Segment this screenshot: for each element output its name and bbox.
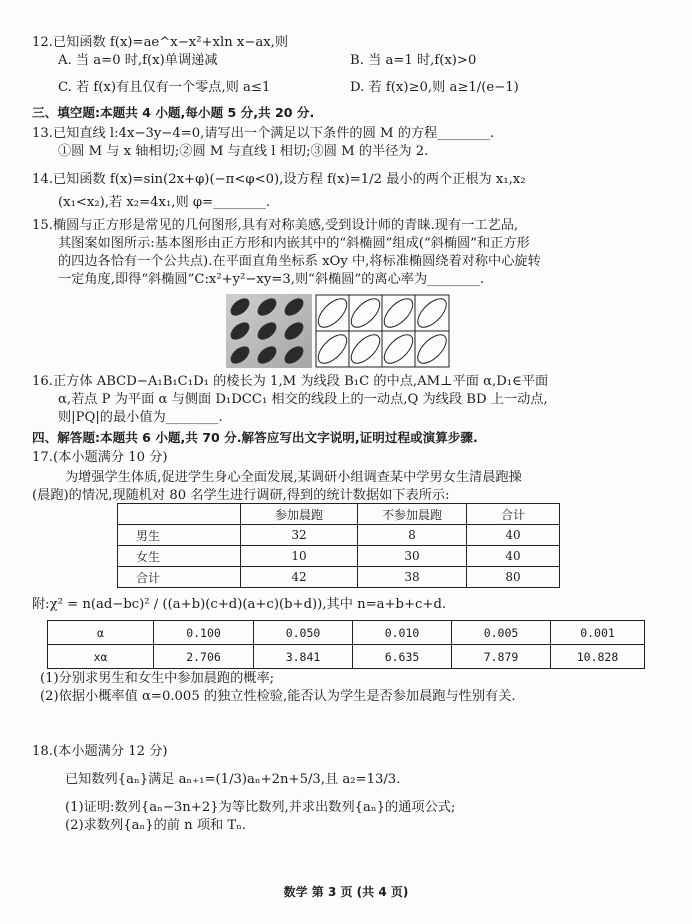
- q14-line2: (x₁<x₂),若 x₂=4x₁,则 φ=________.: [58, 195, 271, 210]
- q12-stem: 12.已知函数 f(x)=ae^x−x²+xln x−ax,则: [32, 35, 289, 50]
- table-row: [118, 546, 560, 567]
- q18-part1: (1)证明:数列{aₙ−3n+2}为等比数列,并求出数列{aₙ}的通项公式;: [65, 800, 456, 815]
- q18-stem: 已知数列{aₙ}满足 aₙ₊₁=(1/3)aₙ+2n+5/3,且 a₂=13/3.: [65, 772, 401, 787]
- table-header-row: [118, 504, 560, 525]
- photo-ellipses: [227, 295, 306, 367]
- table-row: [48, 645, 645, 669]
- q16-line1: 16.正方体 ABCD−A₁B₁C₁D₁ 的棱长为 1,M 为线段 B₁C 的中点,AM⊥平面 α,D₁∈平面: [32, 374, 549, 389]
- table-cell: 10.828: [551, 645, 645, 669]
- table-cell: 不参加晨跑: [358, 504, 467, 525]
- table-cell: 10: [241, 546, 358, 567]
- slanted-ellipse-figure: [226, 294, 450, 368]
- q15-line4: 一定角度,即得“斜椭圆”C:x²+y²−xy=3,则“斜椭圆”的离心率为________.: [58, 272, 485, 287]
- q12-option-b: B. 当 a=1 时,f(x)>0: [350, 53, 477, 68]
- q17-part1: (1)分别求男生和女生中参加晨跑的概率;: [40, 671, 275, 686]
- table-cell: 42: [241, 567, 358, 588]
- table-row: [118, 525, 560, 546]
- table-cell: 7.879: [452, 645, 551, 669]
- q18-part2: (2)求数列{aₙ}的前 n 项和 Tₙ.: [65, 818, 247, 833]
- table-cell: 合计: [118, 567, 241, 588]
- table-cell: 0.100: [154, 621, 254, 645]
- critical-value-table: [47, 620, 645, 669]
- table-row: [48, 621, 645, 645]
- table-row: [118, 567, 560, 588]
- page-footer: 数学 第 3 页 (共 4 页): [283, 885, 409, 899]
- q16-line3: 则|PQ|的最小值为________.: [58, 410, 223, 425]
- line-drawing-grid: [313, 294, 450, 368]
- table-cell: 8: [358, 525, 467, 546]
- q14-line1: 14.已知函数 f(x)=sin(2x+φ)(−π<φ<0),设方程 f(x)=1/2 最小的两个正根为 x₁,x₂: [32, 172, 526, 187]
- q13-line1: 13.已知直线 l:4x−3y−4=0,请写出一个满足以下条件的圆 M 的方程________.: [32, 126, 495, 141]
- q16-line2: α,若点 P 为平面 α 与侧面 D₁DCC₁ 相交的线段上的一动点,Q 为线段 BD 上一动点,: [58, 392, 548, 407]
- table-cell: 0.005: [452, 621, 551, 645]
- table-cell: xα: [48, 645, 154, 669]
- q17-part2: (2)依据小概率值 α=0.005 的独立性检验,能否认为学生是否参加晨跑与性别有关.: [40, 689, 516, 704]
- table-cell: [118, 504, 241, 525]
- table-cell: 6.635: [353, 645, 452, 669]
- table-cell: 女生: [118, 546, 241, 567]
- section-answer-heading: 四、解答题:本题共 6 小题,共 70 分.解答应写出文字说明,证明过程或演算步骤.: [32, 430, 478, 445]
- table-cell: 合计: [467, 504, 560, 525]
- q15-line1: 15.椭圆与正方形是常见的几何图形,具有对称美感,受到设计师的青睐.现有一工艺品,: [32, 218, 519, 233]
- table-cell: 40: [467, 525, 560, 546]
- table-cell: 40: [467, 546, 560, 567]
- q12-option-d: D. 若 f(x)≥0,则 a≥1/(e−1): [350, 80, 519, 95]
- table-cell: 32: [241, 525, 358, 546]
- q15-line2: 其图案如图所示:基本图形由正方形和内嵌其中的“斜椭圆”组成(“斜椭圆”和正方形: [58, 236, 530, 251]
- q12-option-a: A. 当 a=0 时,f(x)单调递减: [58, 53, 218, 68]
- q17-intro2: (晨跑)的情况,现随机对 80 名学生进行调研,得到的统计数据如下表所示:: [32, 488, 450, 503]
- q15-line3: 的四边各恰有一个公共点).在平面直角坐标系 xOy 中,将标准椭圆绕着对称中心旋转: [58, 254, 541, 269]
- table-cell: 参加晨跑: [241, 504, 358, 525]
- table-cell: 38: [358, 567, 467, 588]
- q17-head: 17.(本小题满分 10 分): [32, 450, 168, 465]
- q18-head: 18.(本小题满分 12 分): [32, 744, 168, 759]
- q17-intro1: 为增强学生体质,促进学生身心全面发展,某调研小组调查某中学男女生清晨跑操: [65, 470, 522, 485]
- section-fill-in-heading: 三、填空题:本题共 4 小题,每小题 5 分,共 20 分.: [32, 105, 315, 120]
- table-cell: 80: [467, 567, 560, 588]
- q12-option-c: C. 若 f(x)有且仅有一个零点,则 a≤1: [58, 80, 271, 95]
- table-cell: 3.841: [254, 645, 353, 669]
- q13-line2: ①圆 M 与 x 轴相切;②圆 M 与直线 l 相切;③圆 M 的半径为 2.: [58, 144, 429, 159]
- table-cell: 2.706: [154, 645, 254, 669]
- table-cell: 男生: [118, 525, 241, 546]
- contingency-table: [117, 503, 560, 588]
- chi-square-formula: 附:χ² = n(ad−bc)² / ((a+b)(c+d)(a+c)(b+d)),其中 n=a+b+c+d.: [32, 597, 447, 612]
- table-cell: 30: [358, 546, 467, 567]
- table-cell: 0.010: [353, 621, 452, 645]
- table-cell: 0.050: [254, 621, 353, 645]
- table-cell: 0.001: [551, 621, 645, 645]
- table-cell: α: [48, 621, 154, 645]
